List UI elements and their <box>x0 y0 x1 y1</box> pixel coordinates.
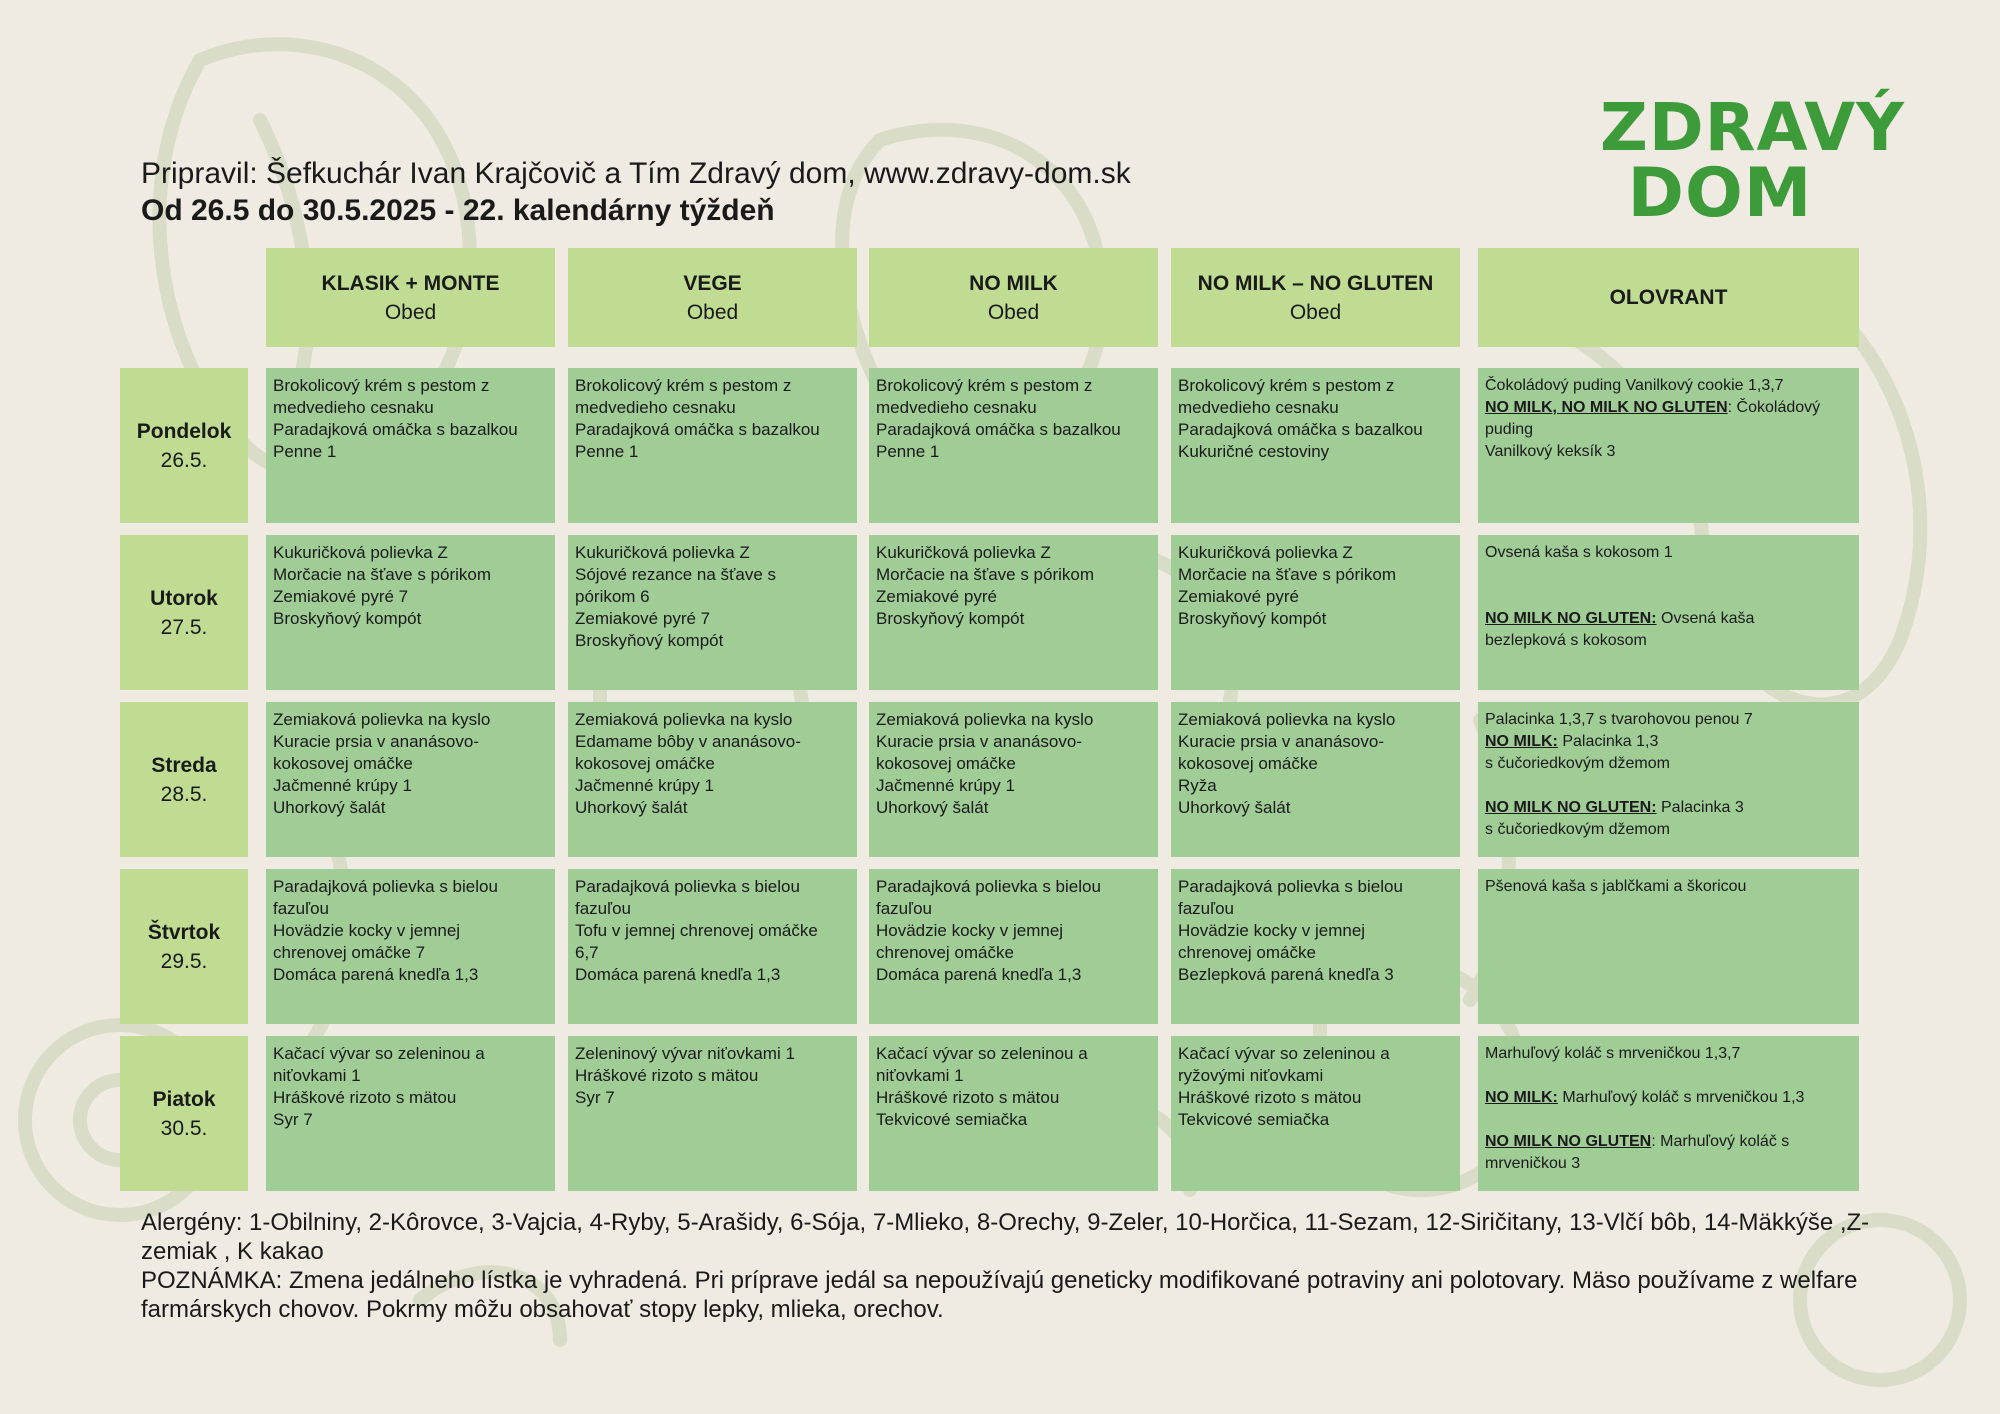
menu-line <box>1485 731 1852 753</box>
menu-line: Sójové rezance na šťave s <box>575 565 777 584</box>
menu-line: Paradajková omáčka s bazalkou <box>273 420 518 439</box>
menu-cell-no-milk <box>869 702 1158 857</box>
menu-line: kokosovej omáčke <box>876 754 1016 773</box>
menu-line: Broskyňový kompót <box>876 609 1025 628</box>
menu-line: Paradajková polievka s bielou <box>876 877 1101 896</box>
menu-line-text: Marhuľový koláč s mrveničkou 1,3 <box>1557 1089 1805 1106</box>
menu-cell-no-milk <box>869 535 1158 690</box>
menu-line: Tekvicové semiačka <box>876 1110 1028 1129</box>
column-header-klasik <box>266 248 555 347</box>
menu-cell-vege <box>568 535 857 690</box>
menu-line: fazuľou <box>1178 899 1234 918</box>
menu-line <box>1485 608 1852 630</box>
column-title: NO MILK <box>969 271 1058 295</box>
menu-line <box>1485 1065 1852 1087</box>
menu-line: chrenovej omáčke 7 <box>273 943 426 962</box>
menu-line: kokosovej omáčke <box>575 754 715 773</box>
menu-line <box>1485 753 1852 775</box>
menu-line: Hráškové rizoto s mätou <box>273 1088 457 1107</box>
day-label-1 <box>120 535 248 690</box>
menu-line <box>1485 709 1852 731</box>
remark-note: POZNÁMKA: Zmena jedálneho lístka je vyhradená. Pri príprave jedál sa nepoužívajú geneticky modifikované potraviny ani polotovary. Mäso používame z welfare farmárskych chovov. Pokrmy môžu obsahovať stopy lepky, mlieka, orechov. <box>141 1267 1858 1323</box>
menu-line: Uhorkový šalát <box>575 798 688 817</box>
menu-line: Kačací vývar so zeleninou a <box>273 1044 485 1063</box>
menu-line: Hovädzie kocky v jemnej <box>876 921 1064 940</box>
menu-line <box>1485 775 1852 797</box>
menu-cell-klasik <box>266 535 555 690</box>
menu-line-text: Marhuľový koláč s mrveničkou 1,3,7 <box>1485 1045 1741 1062</box>
menu-line: Kačací vývar so zeleninou a <box>876 1044 1088 1063</box>
menu-line: Kukuričková polievka Z <box>575 543 750 562</box>
menu-line: medvedieho cesnaku <box>876 398 1037 417</box>
menu-line: Hráškové rizoto s mätou <box>575 1066 759 1085</box>
menu-line: Brokolicový krém s pestom z <box>1178 376 1395 395</box>
day-date: 29.5. <box>160 949 208 973</box>
day-date: 26.5. <box>160 448 208 472</box>
menu-line: Kukuričková polievka Z <box>876 543 1051 562</box>
menu-line: Syr 7 <box>575 1088 615 1107</box>
menu-line-text: puding <box>1485 421 1534 438</box>
menu-cell-klasik <box>266 1036 555 1191</box>
menu-line: Uhorkový šalát <box>273 798 386 817</box>
menu-line: Zemiakové pyré 7 <box>273 587 409 606</box>
menu-line <box>1485 419 1852 441</box>
day-name: Utorok <box>150 586 218 610</box>
menu-line: fazuľou <box>876 899 932 918</box>
day-label-0 <box>120 368 248 523</box>
menu-line <box>1485 375 1852 397</box>
menu-line: fazuľou <box>575 899 631 918</box>
menu-line-text: Vanilkový keksík 3 <box>1485 443 1616 460</box>
menu-line: Zemiaková polievka na kyslo <box>273 710 491 729</box>
day-label-4 <box>120 1036 248 1191</box>
menu-line-text: s čučoriedkovým džemom <box>1485 755 1670 772</box>
menu-cell-no-milk <box>869 368 1158 523</box>
menu-line: Brokolicový krém s pestom z <box>876 376 1093 395</box>
column-title: OLOVRANT <box>1609 286 1728 309</box>
diet-tag: NO MILK: <box>1485 733 1558 750</box>
menu-line-text: : Čokoládový <box>1727 399 1821 416</box>
menu-line: Zeleninový vývar niťovkami 1 <box>575 1044 795 1063</box>
menu-cell-klasik <box>266 368 555 523</box>
menu-line <box>1485 564 1852 586</box>
menu-cell-no-milk <box>869 1036 1158 1191</box>
diet-tag: NO MILK, NO MILK NO GLUTEN <box>1485 399 1728 416</box>
menu-line: Kuracie prsia v ananásovo- <box>1178 732 1385 751</box>
menu-cell-olovrant <box>1478 368 1859 523</box>
menu-line: chrenovej omáčke <box>1178 943 1316 962</box>
header <box>141 155 1131 229</box>
menu-cell-no-milk <box>869 869 1158 1024</box>
menu-line: Zemiaková polievka na kyslo <box>876 710 1094 729</box>
menu-line: chrenovej omáčke <box>876 943 1014 962</box>
menu-line: Hráškové rizoto s mätou <box>876 1088 1060 1107</box>
menu-cell-olovrant <box>1478 702 1859 857</box>
menu-line: Hovädzie kocky v jemnej <box>273 921 461 940</box>
allergens-note: Alergény: 1-Obilniny, 2-Kôrovce, 3-Vajcia, 4-Ryby, 5-Arašidy, 6-Sója, 7-Mlieko, 8-Orechy, 9-Zeler, 10-Horčica, 11-Sezam, 12-Siričitany, 13-Vlčí bôb, 14-Mäkkýše ,Z-zemiak , K kakao <box>141 1209 1870 1265</box>
menu-cell-olovrant <box>1478 869 1859 1024</box>
column-title: KLASIK + MONTE <box>321 271 500 295</box>
menu-line: Brokolicový krém s pestom z <box>575 376 792 395</box>
menu-cell-no-milk-no-gluten <box>1171 869 1460 1024</box>
menu-line <box>1485 797 1852 819</box>
menu-line: Domáca parená knedľa 1,3 <box>876 965 1082 984</box>
menu-line: Brokolicový krém s pestom z <box>273 376 490 395</box>
menu-cell-vege <box>568 1036 857 1191</box>
menu-line: Morčacie na šťave s pórikom <box>876 565 1095 584</box>
column-subtitle: Obed <box>686 300 739 324</box>
menu-line: medvedieho cesnaku <box>1178 398 1339 417</box>
column-title: VEGE <box>683 271 742 295</box>
menu-line: niťovkami 1 <box>273 1066 361 1085</box>
menu-cell-no-milk-no-gluten <box>1171 368 1460 523</box>
logo-line-2: DOM <box>1627 154 1813 233</box>
menu-line: Uhorkový šalát <box>876 798 989 817</box>
menu-line: Ryža <box>1178 776 1217 795</box>
menu-line: Zemiakové pyré <box>876 587 997 606</box>
logo-line-1: ZDRAVÝ <box>1600 89 1905 166</box>
menu-line: pórikom 6 <box>575 587 650 606</box>
menu-line: Paradajková polievka s bielou <box>1178 877 1403 896</box>
menu-line <box>1485 1131 1852 1153</box>
menu-line <box>1485 1153 1852 1175</box>
day-date: 27.5. <box>160 615 208 639</box>
menu-line: Penne 1 <box>876 442 940 461</box>
day-label-2 <box>120 702 248 857</box>
menu-cell-no-milk-no-gluten <box>1171 1036 1460 1191</box>
menu-line-text: Palacinka 3 <box>1656 799 1744 816</box>
menu-cell-klasik <box>266 869 555 1024</box>
column-subtitle: Obed <box>384 300 437 324</box>
menu-line: Uhorkový šalát <box>1178 798 1291 817</box>
diet-tag: NO MILK NO GLUTEN: <box>1485 799 1657 816</box>
menu-line-text: Ovsená kaša <box>1656 610 1755 627</box>
menu-line: Penne 1 <box>273 442 337 461</box>
menu-cell-no-milk-no-gluten <box>1171 535 1460 690</box>
menu-line: Bezlepková parená knedľa 3 <box>1178 965 1394 984</box>
menu-line: medvedieho cesnaku <box>273 398 434 417</box>
menu-line: Morčacie na šťave s pórikom <box>273 565 492 584</box>
menu-line: Broskyňový kompót <box>273 609 422 628</box>
author-line: Pripravil: Šefkuchár Ivan Krajčovič a Tím Zdravý dom, www.zdravy-dom.sk <box>141 157 1131 190</box>
week-title: Od 26.5 do 30.5.2025 - 22. kalendárny týždeň <box>141 194 775 227</box>
menu-line: Kačací vývar so zeleninou a <box>1178 1044 1390 1063</box>
menu-line: Edamame bôby v ananásovo- <box>575 732 801 751</box>
column-header-vege <box>568 248 857 347</box>
menu-line-text: : Marhuľový koláč s <box>1651 1133 1790 1150</box>
menu-line <box>1485 441 1852 463</box>
menu-line: medvedieho cesnaku <box>575 398 736 417</box>
menu-line: Jačmenné krúpy 1 <box>273 776 412 795</box>
menu-line <box>1485 630 1852 652</box>
menu-cell-vege <box>568 702 857 857</box>
menu-cell-olovrant <box>1478 535 1859 690</box>
menu-line: Paradajková omáčka s bazalkou <box>1178 420 1423 439</box>
day-date: 30.5. <box>160 1116 208 1140</box>
menu-line: Zemiaková polievka na kyslo <box>575 710 793 729</box>
menu-line-text: Ovsená kaša s kokosom 1 <box>1485 544 1673 561</box>
menu-line <box>1485 586 1852 608</box>
column-subtitle: Obed <box>1289 300 1342 324</box>
menu-line: Hovädzie kocky v jemnej <box>1178 921 1366 940</box>
menu-line: ryžovými niťovkami <box>1178 1066 1324 1085</box>
menu-line: Kuracie prsia v ananásovo- <box>876 732 1083 751</box>
diet-tag: NO MILK: <box>1485 1089 1558 1106</box>
menu-cell-no-milk-no-gluten <box>1171 702 1460 857</box>
menu-cell-vege <box>568 869 857 1024</box>
menu-line: kokosovej omáčke <box>1178 754 1318 773</box>
menu-line-text: Palacinka 1,3,7 s tvarohovou penou 7 <box>1485 711 1753 728</box>
menu-cell-olovrant <box>1478 1036 1859 1191</box>
menu-line: Penne 1 <box>575 442 639 461</box>
menu-line: Kukuričné cestoviny <box>1178 442 1330 461</box>
menu-line: 6,7 <box>575 943 599 962</box>
menu-line: Syr 7 <box>273 1110 313 1129</box>
menu-line <box>1485 819 1852 841</box>
menu-line: Tofu v jemnej chrenovej omáčke <box>575 921 818 940</box>
menu-line: Paradajková omáčka s bazalkou <box>876 420 1121 439</box>
diet-tag: NO MILK NO GLUTEN: <box>1485 610 1657 627</box>
menu-line: Broskyňový kompót <box>1178 609 1327 628</box>
menu-line: kokosovej omáčke <box>273 754 413 773</box>
menu-line: Kukuričková polievka Z <box>1178 543 1353 562</box>
menu-line: Zemiakové pyré <box>1178 587 1299 606</box>
menu-line <box>1485 1109 1852 1131</box>
day-label-3 <box>120 869 248 1024</box>
menu-line-text: Palacinka 1,3 <box>1557 733 1659 750</box>
menu-line: Paradajková polievka s bielou <box>273 877 498 896</box>
day-name: Štvrtok <box>147 920 221 944</box>
column-subtitle: Obed <box>987 300 1040 324</box>
menu-line: Tekvicové semiačka <box>1178 1110 1330 1129</box>
menu-line <box>1485 1043 1852 1065</box>
menu-line: niťovkami 1 <box>876 1066 964 1085</box>
column-title: NO MILK – NO GLUTEN <box>1197 271 1434 295</box>
menu-line: Jačmenné krúpy 1 <box>575 776 714 795</box>
menu-line: Jačmenné krúpy 1 <box>876 776 1015 795</box>
menu-line: Morčacie na šťave s pórikom <box>1178 565 1397 584</box>
menu-line: Paradajková omáčka s bazalkou <box>575 420 820 439</box>
column-header-no-milk <box>869 248 1158 347</box>
menu-line-text: Pšenová kaša s jablčkami a škoricou <box>1485 878 1747 895</box>
menu-line-text: Čokoládový puding Vanilkový cookie 1,3,7 <box>1485 377 1784 394</box>
menu-cell-klasik <box>266 702 555 857</box>
diet-tag: NO MILK NO GLUTEN <box>1485 1133 1652 1150</box>
menu-line <box>1485 1087 1852 1109</box>
menu-line-text: bezlepková s kokosom <box>1485 632 1647 649</box>
menu-line: Kukuričková polievka Z <box>273 543 448 562</box>
menu-line: Paradajková polievka s bielou <box>575 877 800 896</box>
menu-line: Domáca parená knedľa 1,3 <box>273 965 479 984</box>
day-name: Piatok <box>152 1087 216 1111</box>
menu-line <box>1485 876 1852 898</box>
day-name: Streda <box>151 753 217 777</box>
zdravy-dom-logo <box>1600 89 1905 233</box>
menu-line: fazuľou <box>273 899 329 918</box>
menu-line <box>1485 397 1852 419</box>
menu-line: Kuracie prsia v ananásovo- <box>273 732 480 751</box>
day-date: 28.5. <box>160 782 208 806</box>
menu-line-text: s čučoriedkovým džemom <box>1485 821 1670 838</box>
menu-line: Broskyňový kompót <box>575 631 724 650</box>
menu-line <box>1485 542 1852 564</box>
menu-line: Zemiakové pyré 7 <box>575 609 711 628</box>
footer <box>141 1208 1941 1324</box>
menu-line: Domáca parená knedľa 1,3 <box>575 965 781 984</box>
day-name: Pondelok <box>136 419 232 443</box>
column-header-olovrant <box>1478 248 1859 347</box>
column-header-no-milk-no-gluten <box>1171 248 1460 347</box>
menu-cell-vege <box>568 368 857 523</box>
menu-line-text: mrveničkou 3 <box>1485 1155 1581 1172</box>
menu-line: Zemiaková polievka na kyslo <box>1178 710 1396 729</box>
menu-line: Hráškové rizoto s mätou <box>1178 1088 1362 1107</box>
